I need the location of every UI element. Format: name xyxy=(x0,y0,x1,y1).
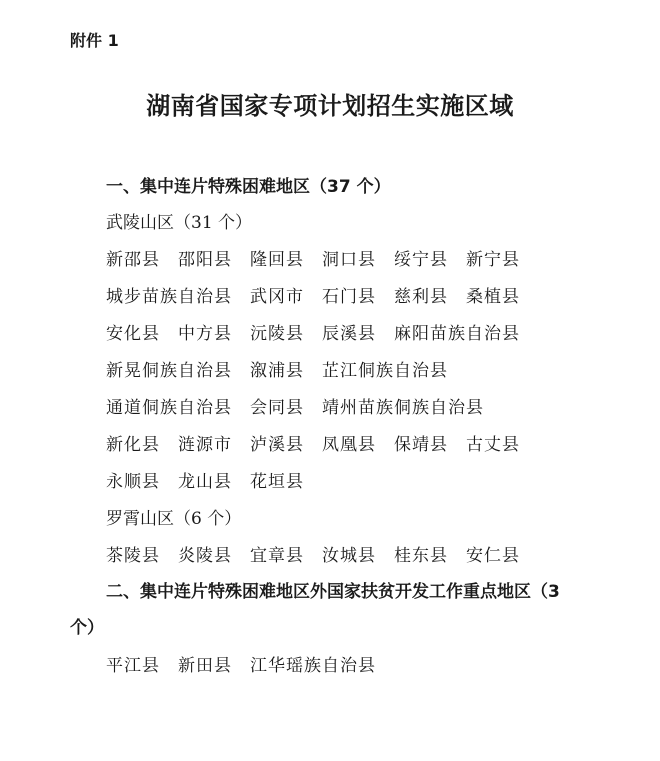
county-name: 保靖县 xyxy=(394,435,448,455)
section-2-heading-continuation: 个） xyxy=(70,618,104,638)
county-name: 武冈市 xyxy=(250,287,304,307)
county-name: 新晃侗族自治县 xyxy=(106,361,232,381)
county-name: 安仁县 xyxy=(466,546,520,566)
county-name: 沅陵县 xyxy=(250,324,304,344)
county-name: 龙山县 xyxy=(178,472,232,492)
county-name: 洞口县 xyxy=(322,250,376,270)
county-name: 新宁县 xyxy=(466,250,520,270)
county-name: 桂东县 xyxy=(394,546,448,566)
county-name: 新化县 xyxy=(106,435,160,455)
county-row xyxy=(106,282,538,307)
section-2-heading: 二、集中连片特殊困难地区外国家扶贫开发工作重点地区（3 xyxy=(106,582,560,602)
county-name: 会同县 xyxy=(250,398,304,418)
county-name: 凤凰县 xyxy=(322,435,376,455)
county-row xyxy=(106,393,502,418)
section-1-heading: 一、集中连片特殊困难地区（37 个） xyxy=(106,177,391,197)
county-name: 炎陵县 xyxy=(178,546,232,566)
county-name: 城步苗族自治县 xyxy=(106,287,232,307)
county-name: 辰溪县 xyxy=(322,324,376,344)
county-name: 石门县 xyxy=(322,287,376,307)
county-row xyxy=(106,541,538,566)
county-name: 隆回县 xyxy=(250,250,304,270)
attachment-label: 附件 1 xyxy=(70,31,119,50)
county-name: 汝城县 xyxy=(322,546,376,566)
county-name: 花垣县 xyxy=(250,472,304,492)
document-title: 湖南省国家专项计划招生实施区域 xyxy=(146,91,514,120)
county-row xyxy=(106,430,538,455)
subregion-wuling-title: 武陵山区（31 个） xyxy=(106,213,253,233)
county-name: 溆浦县 xyxy=(250,361,304,381)
county-name: 平江县 xyxy=(106,656,160,676)
county-name: 涟源市 xyxy=(178,435,232,455)
county-name: 芷江侗族自治县 xyxy=(322,361,448,381)
county-row xyxy=(106,245,538,270)
county-name: 永顺县 xyxy=(106,472,160,492)
county-name: 绥宁县 xyxy=(394,250,448,270)
county-name: 茶陵县 xyxy=(106,546,160,566)
county-name: 邵阳县 xyxy=(178,250,232,270)
county-name: 桑植县 xyxy=(466,287,520,307)
county-name: 新邵县 xyxy=(106,250,160,270)
county-name: 江华瑶族自治县 xyxy=(250,656,376,676)
county-row xyxy=(106,356,466,381)
county-name: 慈利县 xyxy=(394,287,448,307)
county-name: 中方县 xyxy=(178,324,232,344)
county-name: 古丈县 xyxy=(466,435,520,455)
county-row xyxy=(106,467,322,492)
county-name: 宜章县 xyxy=(250,546,304,566)
county-name: 泸溪县 xyxy=(250,435,304,455)
county-name: 麻阳苗族自治县 xyxy=(394,324,520,344)
county-name: 新田县 xyxy=(178,656,232,676)
county-name: 安化县 xyxy=(106,324,160,344)
county-name: 通道侗族自治县 xyxy=(106,398,232,418)
county-row xyxy=(106,319,538,344)
subregion-luoxiao-title: 罗霄山区（6 个） xyxy=(106,509,242,529)
county-row xyxy=(106,651,394,676)
county-name: 靖州苗族侗族自治县 xyxy=(322,398,484,418)
